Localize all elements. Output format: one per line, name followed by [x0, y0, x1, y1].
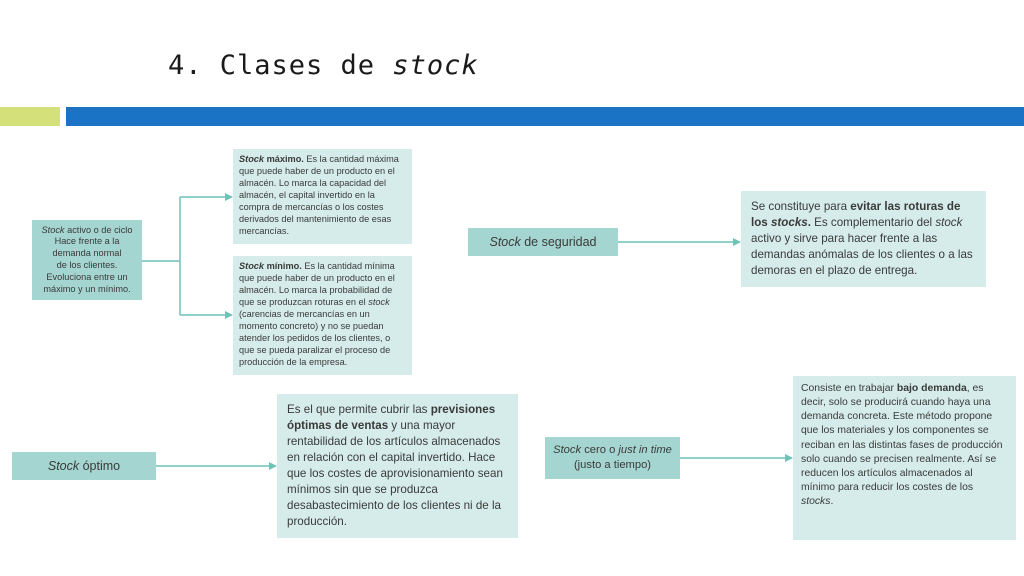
node-stock-optimo-desc: Es el que permite cubrir las previsiones óptimas de ventas y una mayor rentabilidad de los artículos almacenados en relación con el capital invertido. Hace que los costes de aprovisionamiento sean mínimos sin que se produzca desabastecimiento de los clientes ni de la producción. [277, 394, 518, 538]
node-stock-minimo-desc: Stock mínimo. Es la cantidad mínima que puede haber de un producto en el almacén. Lo marca la probabilidad de que se produzcan roturas en el stock (carencias de mercancías en un momento concreto) y no se puedan atender los pedidos de los clientes, o que se pueda paralizar el proceso de producción de la empresa. [233, 256, 412, 375]
title-emphasis: stock [392, 50, 479, 81]
node-stock-activo: Stock activo o de ciclo Hace frente a la demanda normal de los clientes. Evoluciona entre un máximo y un mínimo. [32, 220, 142, 300]
node-stock-optimo: Stock óptimo [12, 452, 156, 480]
page-title: 4. Clases de stock [168, 50, 479, 81]
node-stock-seguridad: Stock de seguridad [468, 228, 618, 256]
node-stock-maximo-desc: Stock máximo. Es la cantidad máxima que puede haber de un producto en el almacén. Lo marca la capacidad del almacén, el capital invertido en la compra de mercancías o los costes derivados del mantenimiento de esas mercancías. [233, 149, 412, 244]
node-stock-cero-jit: Stock cero o just in time (justo a tiempo) [545, 437, 680, 479]
node-stock-seguridad-desc: Se constituye para evitar las roturas de los stocks. Es complementario del stock activo y sirve para hacer frente a las demandas anómalas de los clientes o a las demoras en el plazo de entrega. [741, 191, 986, 287]
node-stock-cero-jit-desc: Consiste en trabajar bajo demanda, es decir, solo se producirá cuando haya una demanda concreta. Este método propone que los materiales y los componentes se reciban en las distintas fases de producción solo cuando se precisen realmente. Así se reducen los artículos almacenados al mínimo para reducir los costes de los stocks. [793, 376, 1016, 540]
